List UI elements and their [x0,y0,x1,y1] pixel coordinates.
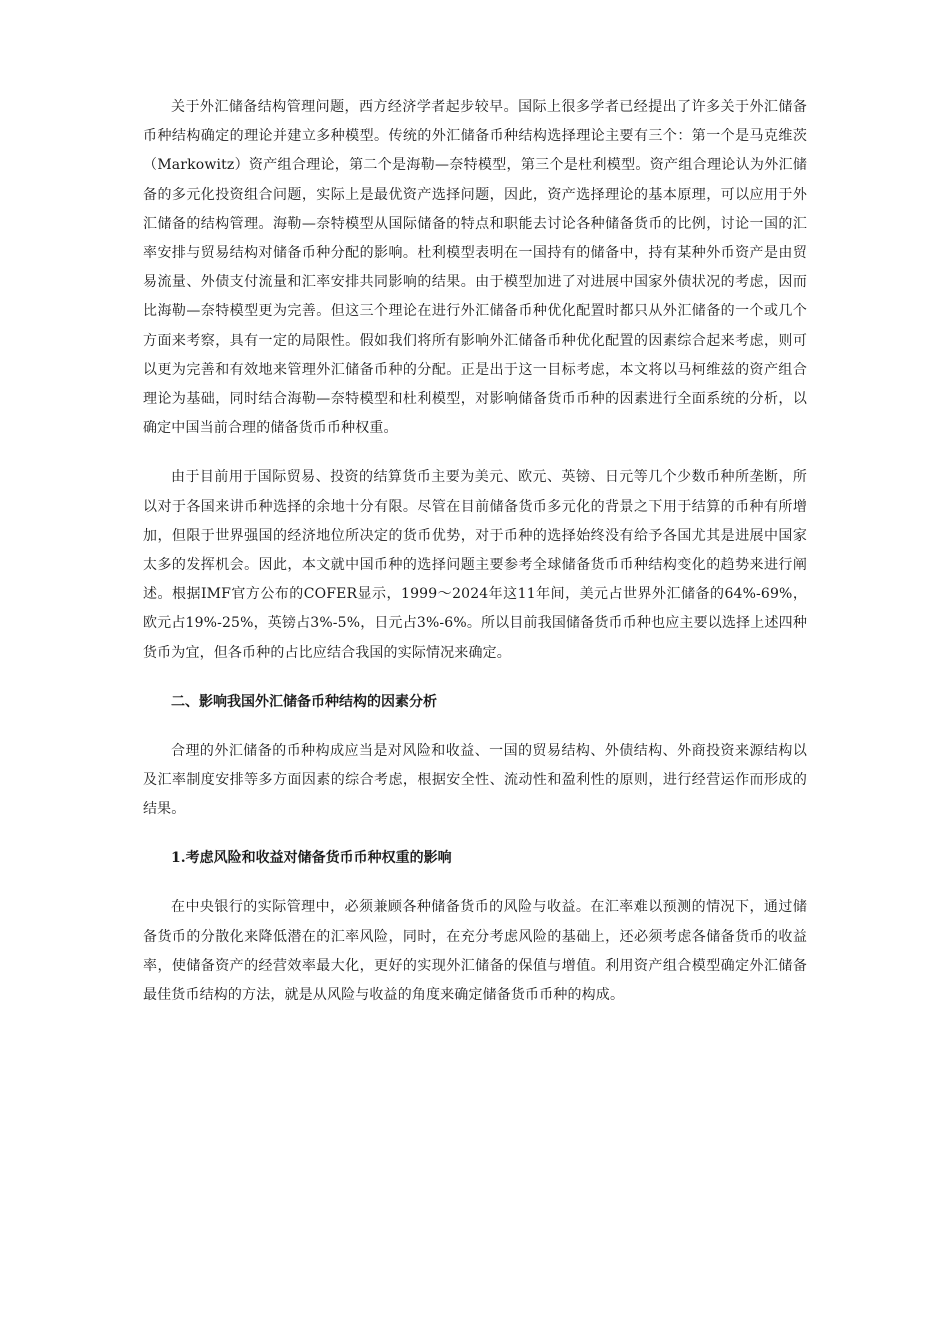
paragraph-risk-return: 在中央银行的实际管理中，必须兼顾各种储备货币的风险与收益。在汇率难以预测的情况下，通过储备货币的分散化来降低潜在的汇率风险，同时，在充分考虑风险的基础上，还必须考虑各储备货币的收益率，使储备资产的经营效率最大化，更好的实现外汇储备的保值与增值。利用资产组合模型确定外汇储备最佳货币结构的方法，就是从风险与收益的角度来确定储备货币币种的构成。 [143,899,807,1004]
subsection-heading: 1.考虑风险和收益对储备货币币种权重的影响 [171,850,452,867]
section-heading: 二、影响我国外汇储备币种结构的因素分析 [171,693,437,710]
paragraph-section-intro: 合理的外汇储备的币种构成应当是对风险和收益、一国的贸易结构、外债结构、外商投资来源结构以及汇率制度安排等多方面因素的综合考虑，根据安全性、流动性和盈利性的原则，进行经营运作而形成的结果。 [143,742,807,818]
paragraph-currency-selection: 由于目前用于国际贸易、投资的结算货币主要为美元、欧元、英镑、日元等几个少数币种所垄断，所以对于各国来讲币种选择的余地十分有限。尽管在目前储备货币多元化的背景之下用于结算的币种有所增加，但限于世界强国的经济地位所决定的货币优势，对于币种的选择始终没有给予各国尤其是进展中国家太多的发挥机会。因此，本文就中国币种的选择问题主要参考全球储备货币币种结构变化的趋势来进行阐述。根据IMF官方公布的COFER显示，1999～2024年这11年间，美元占世界外汇储备的64%-69%，欧元占19%-25%，英镑占3%-5%，日元占3%-6%。所以目前我国储备货币币种也应主要以选择上述四种货币为宜，但各币种的占比应结合我国的实际情况来确定。 [143,469,807,661]
document-body [143,93,807,1010]
paragraph-intro-theories: 关于外汇储备结构管理问题，西方经济学者起步较早。国际上很多学者已经提出了许多关于外汇储备币种结构确定的理论并建立多种模型。传统的外汇储备币种结构选择理论主要有三个：第一个是马克维茨（Markowitz）资产组合理论，第二个是海勒—奈特模型，第三个是杜利模型。资产组合理论认为外汇储备的多元化投资组合问题，实际上是最优资产选择问题，因此，资产选择理论的基本原理，可以应用于外汇储备的结构管理。海勒—奈特模型从国际储备的特点和职能去讨论各种储备货币的比例，讨论一国的汇率安排与贸易结构对储备币种分配的影响。杜利模型表明在一国持有的储备中，持有某种外币资产是由贸易流量、外债支付流量和汇率安排共同影响的结果。由于模型加进了对进展中国家外债状况的考虑，因而比海勒—奈特模型更为完善。但这三个理论在进行外汇储备币种优化配置时都只从外汇储备的一个或几个方面来考察，具有一定的局限性。假如我们将所有影响外汇储备币种优化配置的因素综合起来考虑，则可以更为完善和有效地来管理外汇储备币种的分配。正是出于这一目标考虑，本文将以马柯维兹的资产组合理论为基础，同时结合海勒—奈特模型和杜利模型，对影响储备货币币种的因素进行全面系统的分析，以确定中国当前合理的储备货币币种权重。 [143,99,807,437]
